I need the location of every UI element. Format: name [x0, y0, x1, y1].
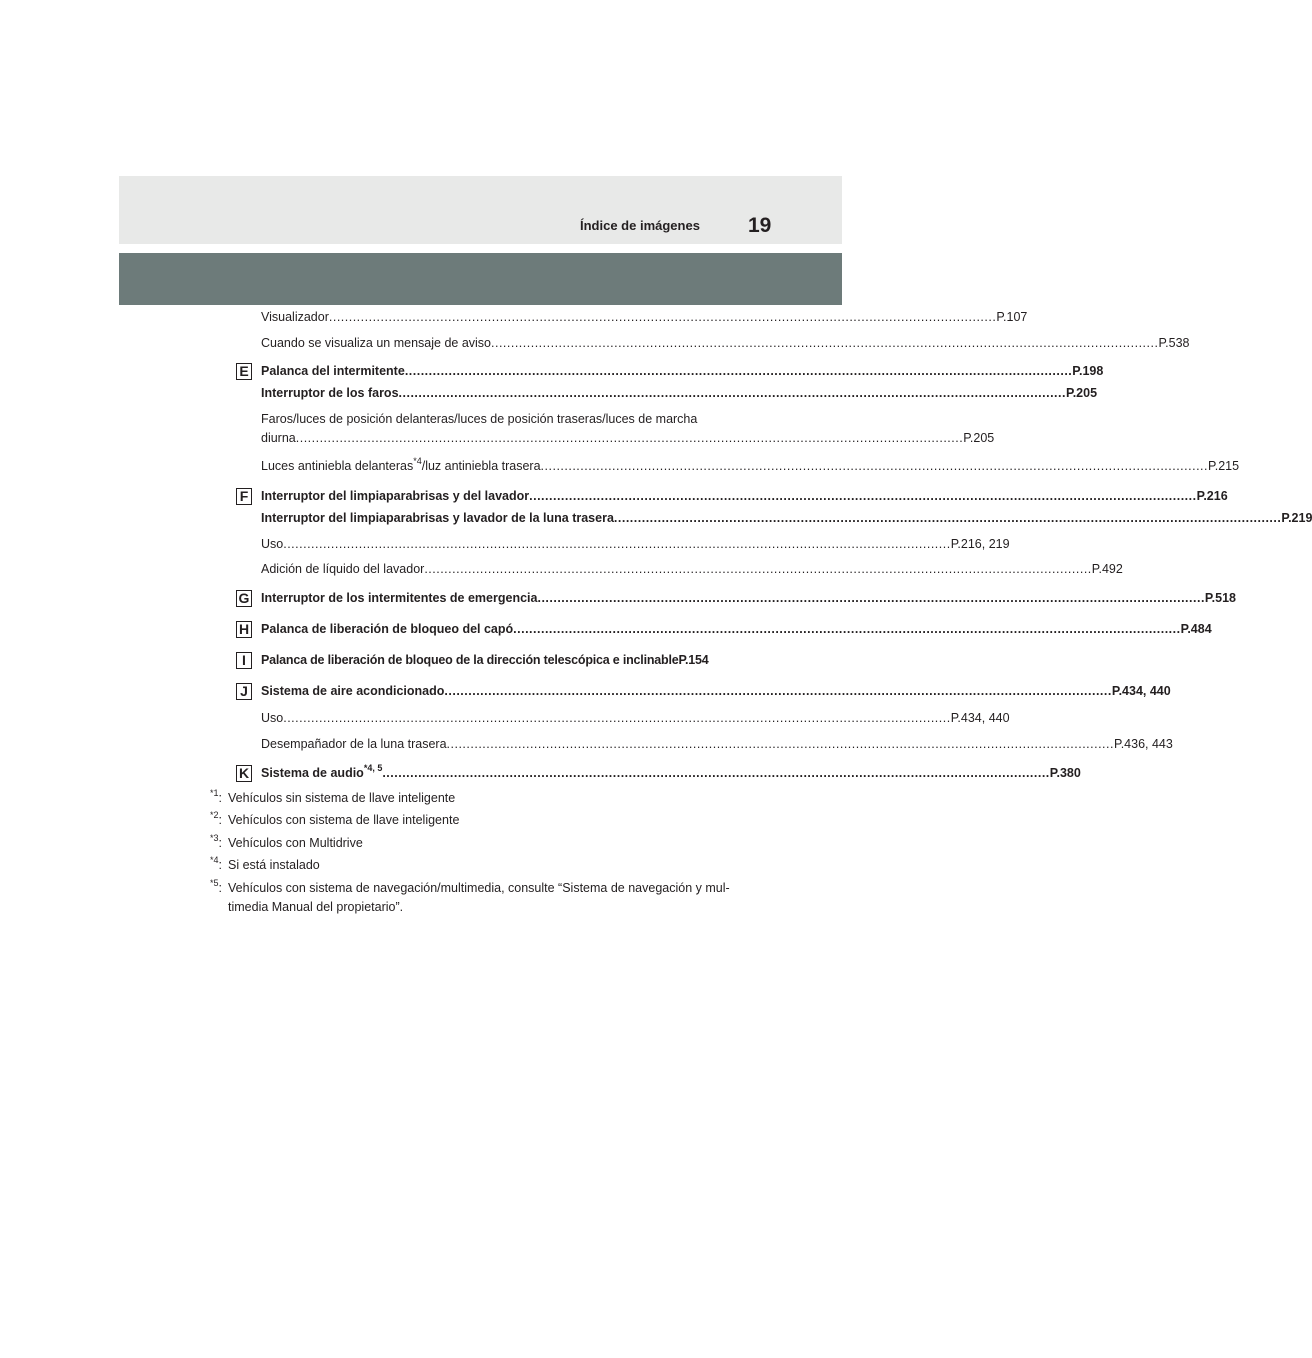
badge-g: G [236, 590, 252, 607]
footnote: $^{*5}$: Vehículos con sistema de navegación/multimedia, consulte “Sistema de navegación y mul- [210, 877, 730, 895]
footnote: $^{*3}$: Vehículos con Multidrive [210, 832, 363, 850]
index-entry: Palanca de liberación de bloqueo del capó ........................................................................................................................................................................ P.484 [261, 622, 1212, 636]
badge-k: K [236, 765, 252, 782]
index-entry: Luces antiniebla delanteras$^{*4}$/luz antiniebla trasera ........................................................................................................................................................................ P.215 [261, 455, 1240, 473]
page-number: 19 [748, 214, 772, 237]
footnote-continuation: timedia Manual del propietario”. [228, 900, 404, 914]
badge-j: J [236, 683, 252, 700]
index-entry: Interruptor de los faros ........................................................................................................................................................................ P.205 [261, 386, 1098, 400]
badge-e: E [236, 363, 252, 380]
index-entry: diurna ........................................................................................................................................................................ P.205 [261, 431, 995, 445]
index-entry: Uso ........................................................................................................................................................................ P.216, 219 [261, 537, 1010, 551]
footnote: $^{*1}$: Vehículos sin sistema de llave inteligente [210, 787, 456, 805]
index-entry: Sistema de aire acondicionado ........................................................................................................................................................................ P.434, 440 [261, 684, 1171, 698]
index-entry: Desempañador de la luna trasera ........................................................................................................................................................................ P.436, 443 [261, 737, 1173, 751]
badge-i: I [236, 652, 252, 669]
header-bar [119, 253, 842, 305]
badge-f: F [236, 488, 252, 505]
badge-h: H [236, 621, 252, 638]
index-entry: Interruptor de los intermitentes de emergencia ........................................................................................................................................................................ P.518 [261, 591, 1236, 605]
footnote: $^{*2}$: Vehículos con sistema de llave inteligente [210, 809, 460, 827]
index-entry: Interruptor del limpiaparabrisas y del lavador ........................................................................................................................................................................ P.216 [261, 489, 1228, 503]
index-entry: Interruptor del limpiaparabrisas y lavador de la luna trasera ........................................................................................................................................................................ P.219 [261, 511, 1312, 525]
index-entry-line: Faros/luces de posición delanteras/luces de posición traseras/luces de marcha [261, 412, 698, 426]
index-entry: Cuando se visualiza un mensaje de aviso ........................................................................................................................................................................ P.538 [261, 336, 1190, 350]
index-entry: Adición de líquido del lavador ........................................................................................................................................................................ P.492 [261, 562, 1123, 576]
header-band [119, 176, 842, 244]
index-entry: Palanca de liberación de bloqueo de la dirección telescópica e inclinable P.154 [261, 653, 709, 667]
footnote: $^{*4}$: Si está instalado [210, 854, 320, 872]
index-entry: Visualizador ........................................................................................................................................................................ P.107 [261, 310, 1028, 324]
index-entry: Sistema de audio$^{*4, 5}$ ........................................................................................................................................................................ P.380 [261, 762, 1081, 780]
index-entry: Palanca del intermitente ........................................................................................................................................................................ P.198 [261, 364, 1104, 378]
index-entry: Uso ........................................................................................................................................................................ P.434, 440 [261, 711, 1010, 725]
section-title: Índice de imágenes [580, 218, 700, 233]
